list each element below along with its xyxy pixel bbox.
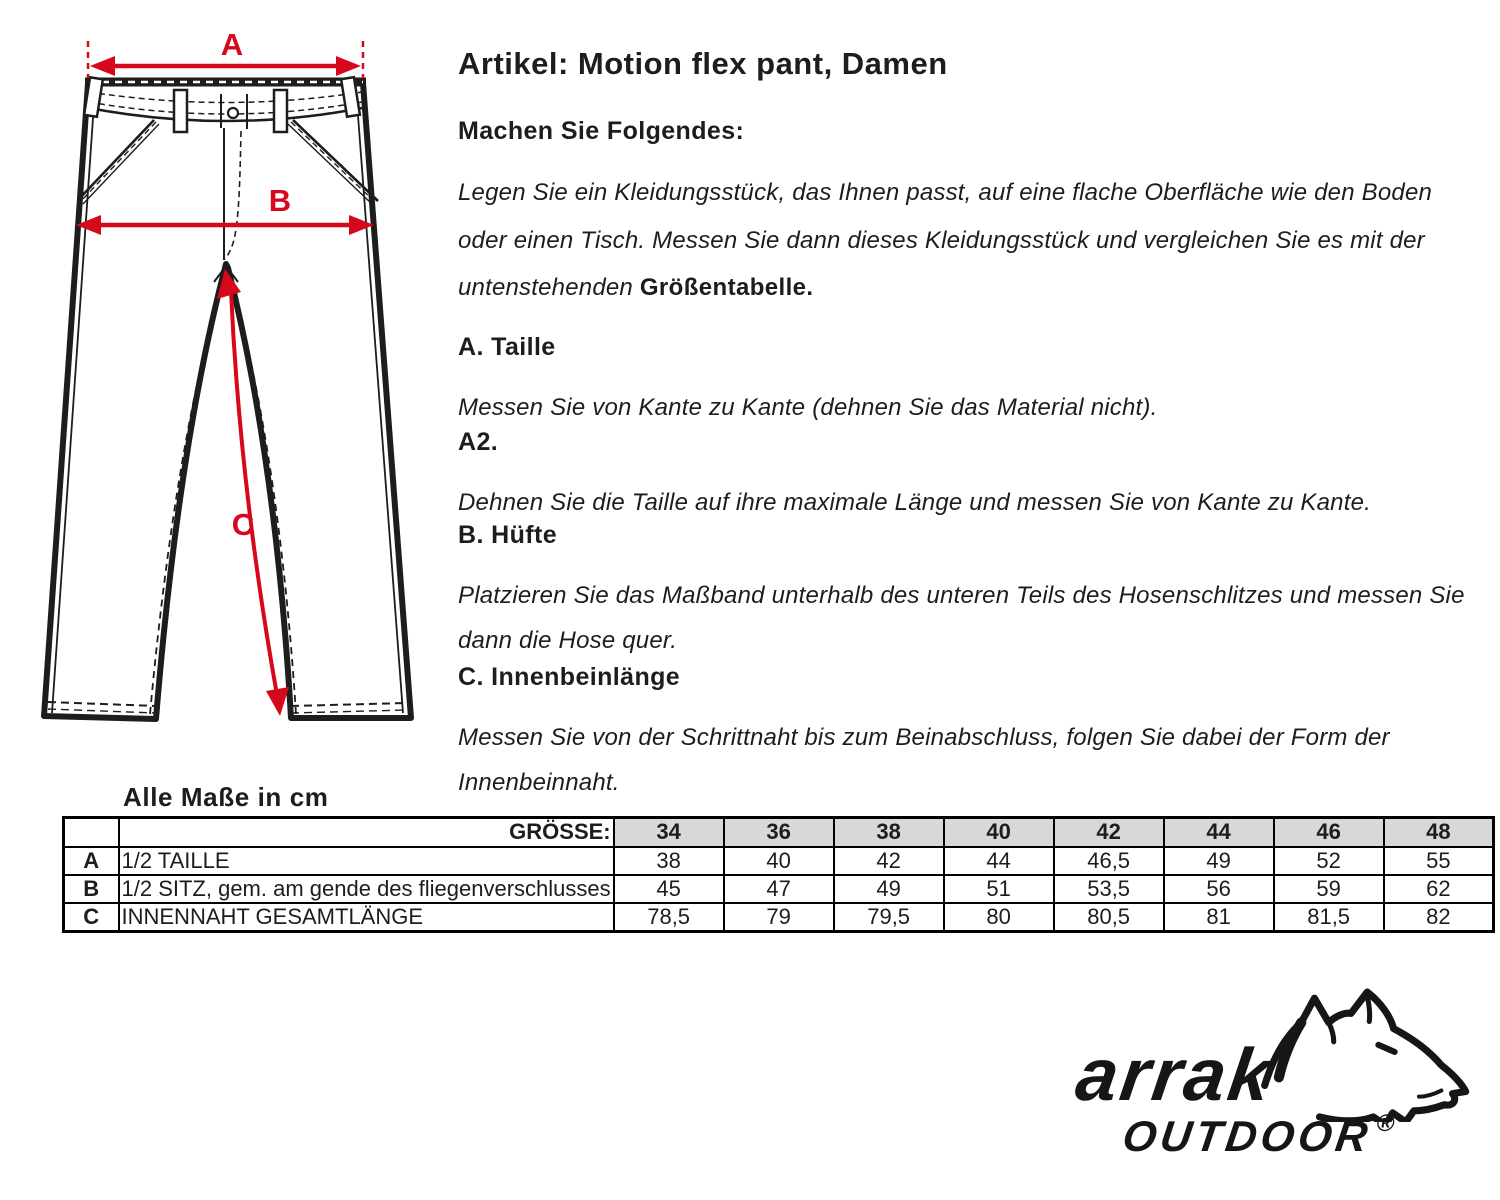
label-a: A [220,28,244,62]
belt-loop [174,90,187,132]
row-value: 49 [834,875,944,903]
size-table-header-row [64,818,1494,847]
size-header-cell: 36 [724,818,834,847]
row-value: 46,5 [1054,847,1164,875]
waist-button [228,108,238,118]
size-header-cell: 34 [614,818,724,847]
section-b-huefte [458,521,1465,663]
brand-subtitle-text: OUTDOOR [1119,1113,1375,1161]
brand-logo [1071,988,1485,1188]
size-header-cell: 40 [944,818,1054,847]
belt-loop [274,90,287,132]
table-corner-cell [64,818,119,847]
row-value: 56 [1164,875,1274,903]
row-value: 40 [724,847,834,875]
pants-drawing [44,77,411,719]
row-value: 52 [1274,847,1384,875]
section-line: Dehnen Sie die Taille auf ihre maximale Länge und messen Sie von Kante zu Kante. [458,489,1372,516]
row-value: 80,5 [1054,903,1164,932]
section-line: Messen Sie von Kante zu Kante (dehnen Sie das Material nicht). [458,394,1158,421]
registered-mark: ® [1374,1110,1397,1137]
row-letter: B [64,875,119,903]
row-value: 79,5 [834,903,944,932]
section-heading: C. Innenbeinlänge [458,663,681,691]
row-value: 49 [1164,847,1274,875]
pants-measurement-diagram [28,28,438,778]
row-value: 62 [1384,875,1494,903]
section-heading: A. Taille [458,333,556,361]
section-c-innenbeinlaenge [458,663,1390,805]
row-value: 44 [944,847,1054,875]
article-title: Artikel: Motion flex pant, Damen [458,46,948,81]
table-row [64,847,1494,875]
section-line: dann die Hose quer. [458,626,678,654]
brand-subtitle [1119,1110,1397,1161]
row-value: 79 [724,903,834,932]
section-a-taille [458,333,1157,431]
intro-line-prefix: untenstehenden [458,274,640,301]
row-label: 1/2 TAILLE [119,847,614,875]
row-value: 53,5 [1054,875,1164,903]
section-line: Messen Sie von der Schrittnaht bis zum Beinabschluss, folgen Sie dabei der Form der [458,724,1390,751]
row-value: 59 [1274,875,1384,903]
section-a2 [458,428,1371,526]
size-header-cell: 48 [1384,818,1494,847]
row-value: 42 [834,847,944,875]
row-value: 45 [614,875,724,903]
size-header-cell: 44 [1164,818,1274,847]
row-letter: A [64,847,119,875]
intro-heading: Machen Sie Folgendes: [458,117,745,145]
row-value: 55 [1384,847,1494,875]
table-row [64,903,1494,932]
intro-line: oder einen Tisch. Messen Sie dann dieses Kleidungsstück und vergleichen Sie es mit der [458,226,1425,254]
size-header-cell: 42 [1054,818,1164,847]
row-value: 80 [944,903,1054,932]
table-row [64,875,1494,903]
brand-name: arrak [1071,1033,1279,1116]
row-value: 38 [614,847,724,875]
label-c: C [231,507,255,542]
row-label: INNENNAHT GESAMTLÄNGE [119,903,614,932]
row-letter: C [64,903,119,932]
units-note: Alle Maße in cm [123,782,329,812]
row-label: 1/2 SITZ, gem. am gende des fliegenverschlusses [119,875,614,903]
intro-line: Legen Sie ein Kleidungsstück, das Ihnen passt, auf eine flache Oberfläche wie den Boden [458,179,1433,206]
size-header-label: GRÖSSE: [119,818,614,847]
intro-line [458,264,1432,312]
section-heading: B. Hüfte [458,521,558,549]
section-line: Innenbeinnaht. [458,768,620,796]
instructions-panel [458,0,1470,810]
section-line: Platzieren Sie das Maßband unterhalb des unteren Teils des Hosenschlitzes und messen Sie [458,582,1465,609]
intro-paragraph [458,169,1432,312]
row-value: 82 [1384,903,1494,932]
row-value: 47 [724,875,834,903]
size-header-cell: 38 [834,818,944,847]
section-heading: A2. [458,428,499,456]
label-b: B [268,183,292,218]
groessentabelle-ref: Größentabelle. [639,274,814,301]
row-value: 51 [944,875,1054,903]
row-value: 81,5 [1274,903,1384,932]
row-value: 78,5 [614,903,724,932]
row-value: 81 [1164,903,1274,932]
size-header-cell: 46 [1274,818,1384,847]
size-table [62,816,1495,933]
